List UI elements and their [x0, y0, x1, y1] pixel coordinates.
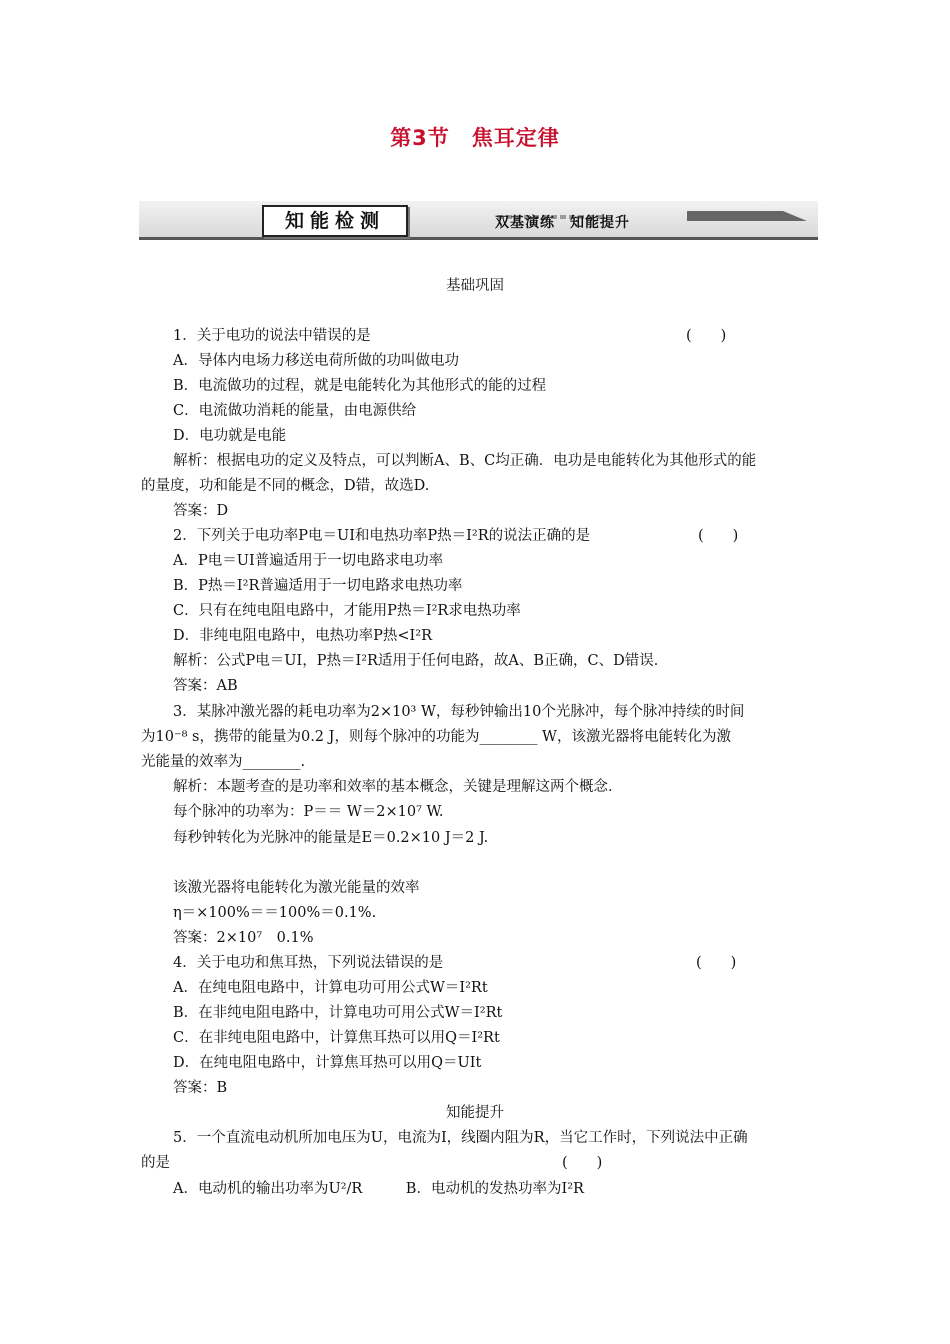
- answer-paren: ( ): [696, 955, 737, 971]
- option-line: A．电动机的输出功率为U²/R B．电动机的发热功率为I²R: [173, 1181, 584, 1197]
- question-4: 4．关于电功和焦耳热，下列说法错误的是: [173, 955, 444, 971]
- question-line: 光能量的效率为________.: [141, 754, 306, 770]
- analysis-line: 该激光器将电能转化为激光能量的效率: [173, 880, 420, 896]
- answer-paren: ( ): [686, 328, 727, 344]
- analysis-line: 的量度，功和能是不同的概念，D错，故选D.: [141, 478, 430, 494]
- section-heading: 基础巩固: [446, 278, 504, 294]
- banner-label: 知能检测: [262, 205, 408, 237]
- option-line: C．电流做功消耗的能量，由电源供给: [173, 403, 417, 419]
- analysis-line: 解析：公式P电＝UI，P热＝I²R适用于任何电路，故A、B正确，C、D错误．: [173, 653, 669, 669]
- option-line: C．只有在纯电阻电路中，才能用P热＝I²R求电热功率: [173, 603, 521, 619]
- question-1: 1．关于电功的说法中错误的是: [173, 328, 371, 344]
- section-banner: [139, 201, 818, 241]
- answer-line: 答案：AB: [173, 678, 238, 694]
- option-line: B．P热＝I²R普遍适用于一切电路求电热功率: [173, 578, 463, 594]
- analysis-line: 每秒钟转化为光脉冲的能量是E＝0.2×10 J＝2 J.: [173, 830, 489, 846]
- option-line: B．在非纯电阻电路中，计算电功可用公式W＝I²Rt: [173, 1005, 503, 1021]
- option-line: D．电功就是电能: [173, 428, 287, 444]
- option-line: D．在纯电阻电路中，计算焦耳热可以用Q＝UIt: [173, 1055, 482, 1071]
- page-title: 第3节 焦耳定律: [390, 126, 560, 150]
- analysis-line: η＝×100%＝＝100%＝0.1%.: [173, 905, 377, 921]
- question-line: 为10⁻⁸ s，携带的能量为0.2 J，则每个脉冲的功能为________ W，该激光器将电能转化为激: [141, 729, 731, 745]
- answer-line: 答案：2×10⁷ 0.1%: [173, 930, 314, 946]
- question-3: 3．某脉冲激光器的耗电功率为2×10³ W，每秒钟输出10个光脉冲，每个脉冲持续的时间: [173, 704, 745, 720]
- answer-paren: ( ): [698, 528, 739, 544]
- option-line: C．在非纯电阻电路中，计算焦耳热可以用Q＝I²Rt: [173, 1030, 500, 1046]
- analysis-line: 解析：根据电功的定义及特点，可以判断A、B、C均正确．电功是电能转化为其他形式的能: [173, 453, 757, 469]
- option-line: B．电流做功的过程，就是电能转化为其他形式的能的过程: [173, 378, 547, 394]
- answer-paren: ( ): [562, 1155, 603, 1171]
- option-line: A．P电＝UI普遍适用于一切电路求电功率: [173, 553, 444, 569]
- question-5: 5．一个直流电动机所加电压为U，电流为I，线圈内阻为R，当它工作时，下列说法中正确: [173, 1130, 748, 1146]
- question-line: 的是: [141, 1155, 170, 1171]
- question-2: 2．下列关于电功率P电＝UI和电热功率P热＝I²R的说法正确的是: [173, 528, 591, 544]
- banner-subtitle: 双基演练 知能提升: [495, 215, 630, 231]
- answer-line: 答案：B: [173, 1080, 228, 1096]
- answer-line: 答案：D: [173, 503, 229, 519]
- option-line: D．非纯电阻电路中，电热功率P热<I²R: [173, 628, 432, 644]
- section-heading: 知能提升: [446, 1105, 504, 1121]
- banner-dots: [497, 204, 717, 210]
- option-line: A．导体内电场力移送电荷所做的功叫做电功: [173, 353, 459, 369]
- analysis-line: 解析：本题考查的是功率和效率的基本概念，关键是理解这两个概念．: [173, 779, 623, 795]
- analysis-line: 每个脉冲的功率为：P＝＝ W＝2×10⁷ W.: [173, 804, 444, 820]
- option-line: A．在纯电阻电路中，计算电功可用公式W＝I²Rt: [173, 980, 488, 996]
